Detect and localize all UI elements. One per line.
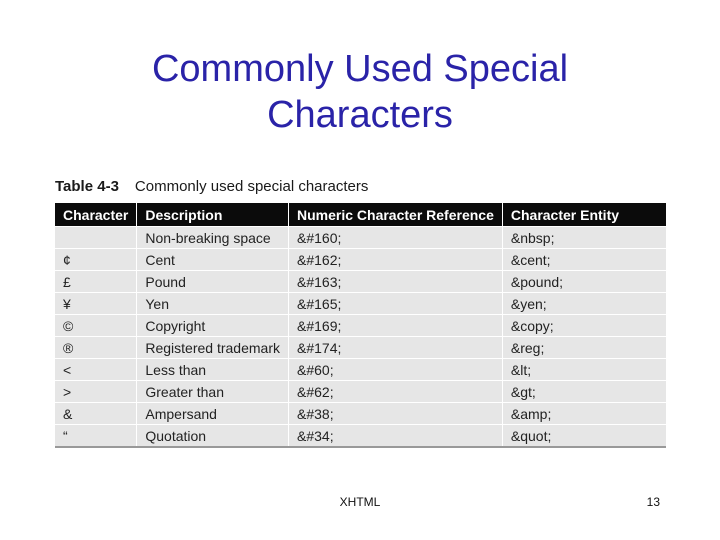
footer-label: XHTML (339, 495, 381, 509)
cell-description: Copyright (137, 315, 289, 337)
table-caption (55, 178, 368, 195)
cell-numeric-reference: &#160; (289, 227, 503, 249)
table-row (55, 359, 666, 381)
cell-entity: &yen; (502, 293, 666, 315)
cell-character: ¢ (55, 249, 137, 271)
table-row (55, 293, 666, 315)
cell-entity: &cent; (502, 249, 666, 271)
cell-character (55, 227, 137, 249)
cell-character: “ (55, 425, 137, 448)
cell-character: © (55, 315, 137, 337)
cell-character: ¥ (55, 293, 137, 315)
cell-description: Quotation (137, 425, 289, 448)
cell-entity: &copy; (502, 315, 666, 337)
cell-numeric-reference: &#38; (289, 403, 503, 425)
cell-numeric-reference: &#169; (289, 315, 503, 337)
cell-character: ® (55, 337, 137, 359)
cell-entity: &pound; (502, 271, 666, 293)
cell-numeric-reference: &#174; (289, 337, 503, 359)
cell-numeric-reference: &#60; (289, 359, 503, 381)
table-caption-text: Commonly used special characters (134, 178, 369, 195)
cell-description: Yen (137, 293, 289, 315)
slide-title-line-2: Characters (267, 94, 453, 136)
cell-entity: &lt; (502, 359, 666, 381)
table-row (55, 227, 666, 249)
cell-entity: &gt; (502, 381, 666, 403)
cell-numeric-reference: &#62; (289, 381, 503, 403)
page-number: 13 (646, 495, 660, 509)
column-header-numeric-reference: Numeric Character Reference (289, 203, 503, 227)
slide-title-line-1: Commonly Used Special (151, 48, 569, 90)
cell-character: & (55, 403, 137, 425)
column-header-description: Description (137, 203, 289, 227)
cell-character: < (55, 359, 137, 381)
cell-description: Pound (137, 271, 289, 293)
cell-description: Non-breaking space (137, 227, 289, 249)
special-characters-table (55, 203, 666, 448)
column-header-entity: Character Entity (502, 203, 666, 227)
cell-description: Greater than (137, 381, 289, 403)
table-body (55, 227, 666, 448)
cell-numeric-reference: &#162; (289, 249, 503, 271)
table-row (55, 315, 666, 337)
cell-numeric-reference: &#34; (289, 425, 503, 448)
table-header-row (55, 203, 666, 227)
cell-entity: &quot; (502, 425, 666, 448)
cell-description: Cent (137, 249, 289, 271)
cell-description: Registered trademark (137, 337, 289, 359)
table-row (55, 381, 666, 403)
column-header-character: Character (55, 203, 137, 227)
cell-entity: &nbsp; (502, 227, 666, 249)
cell-description: Less than (137, 359, 289, 381)
table-number: Table 4-3 (55, 178, 119, 195)
table-row (55, 337, 666, 359)
table-row (55, 403, 666, 425)
cell-description: Ampersand (137, 403, 289, 425)
cell-character: > (55, 381, 137, 403)
cell-entity: &reg; (502, 337, 666, 359)
table-row (55, 249, 666, 271)
cell-numeric-reference: &#163; (289, 271, 503, 293)
table-row (55, 425, 666, 448)
cell-numeric-reference: &#165; (289, 293, 503, 315)
table-row (55, 271, 666, 293)
slide-title (0, 46, 720, 138)
cell-entity: &amp; (502, 403, 666, 425)
cell-character: £ (55, 271, 137, 293)
